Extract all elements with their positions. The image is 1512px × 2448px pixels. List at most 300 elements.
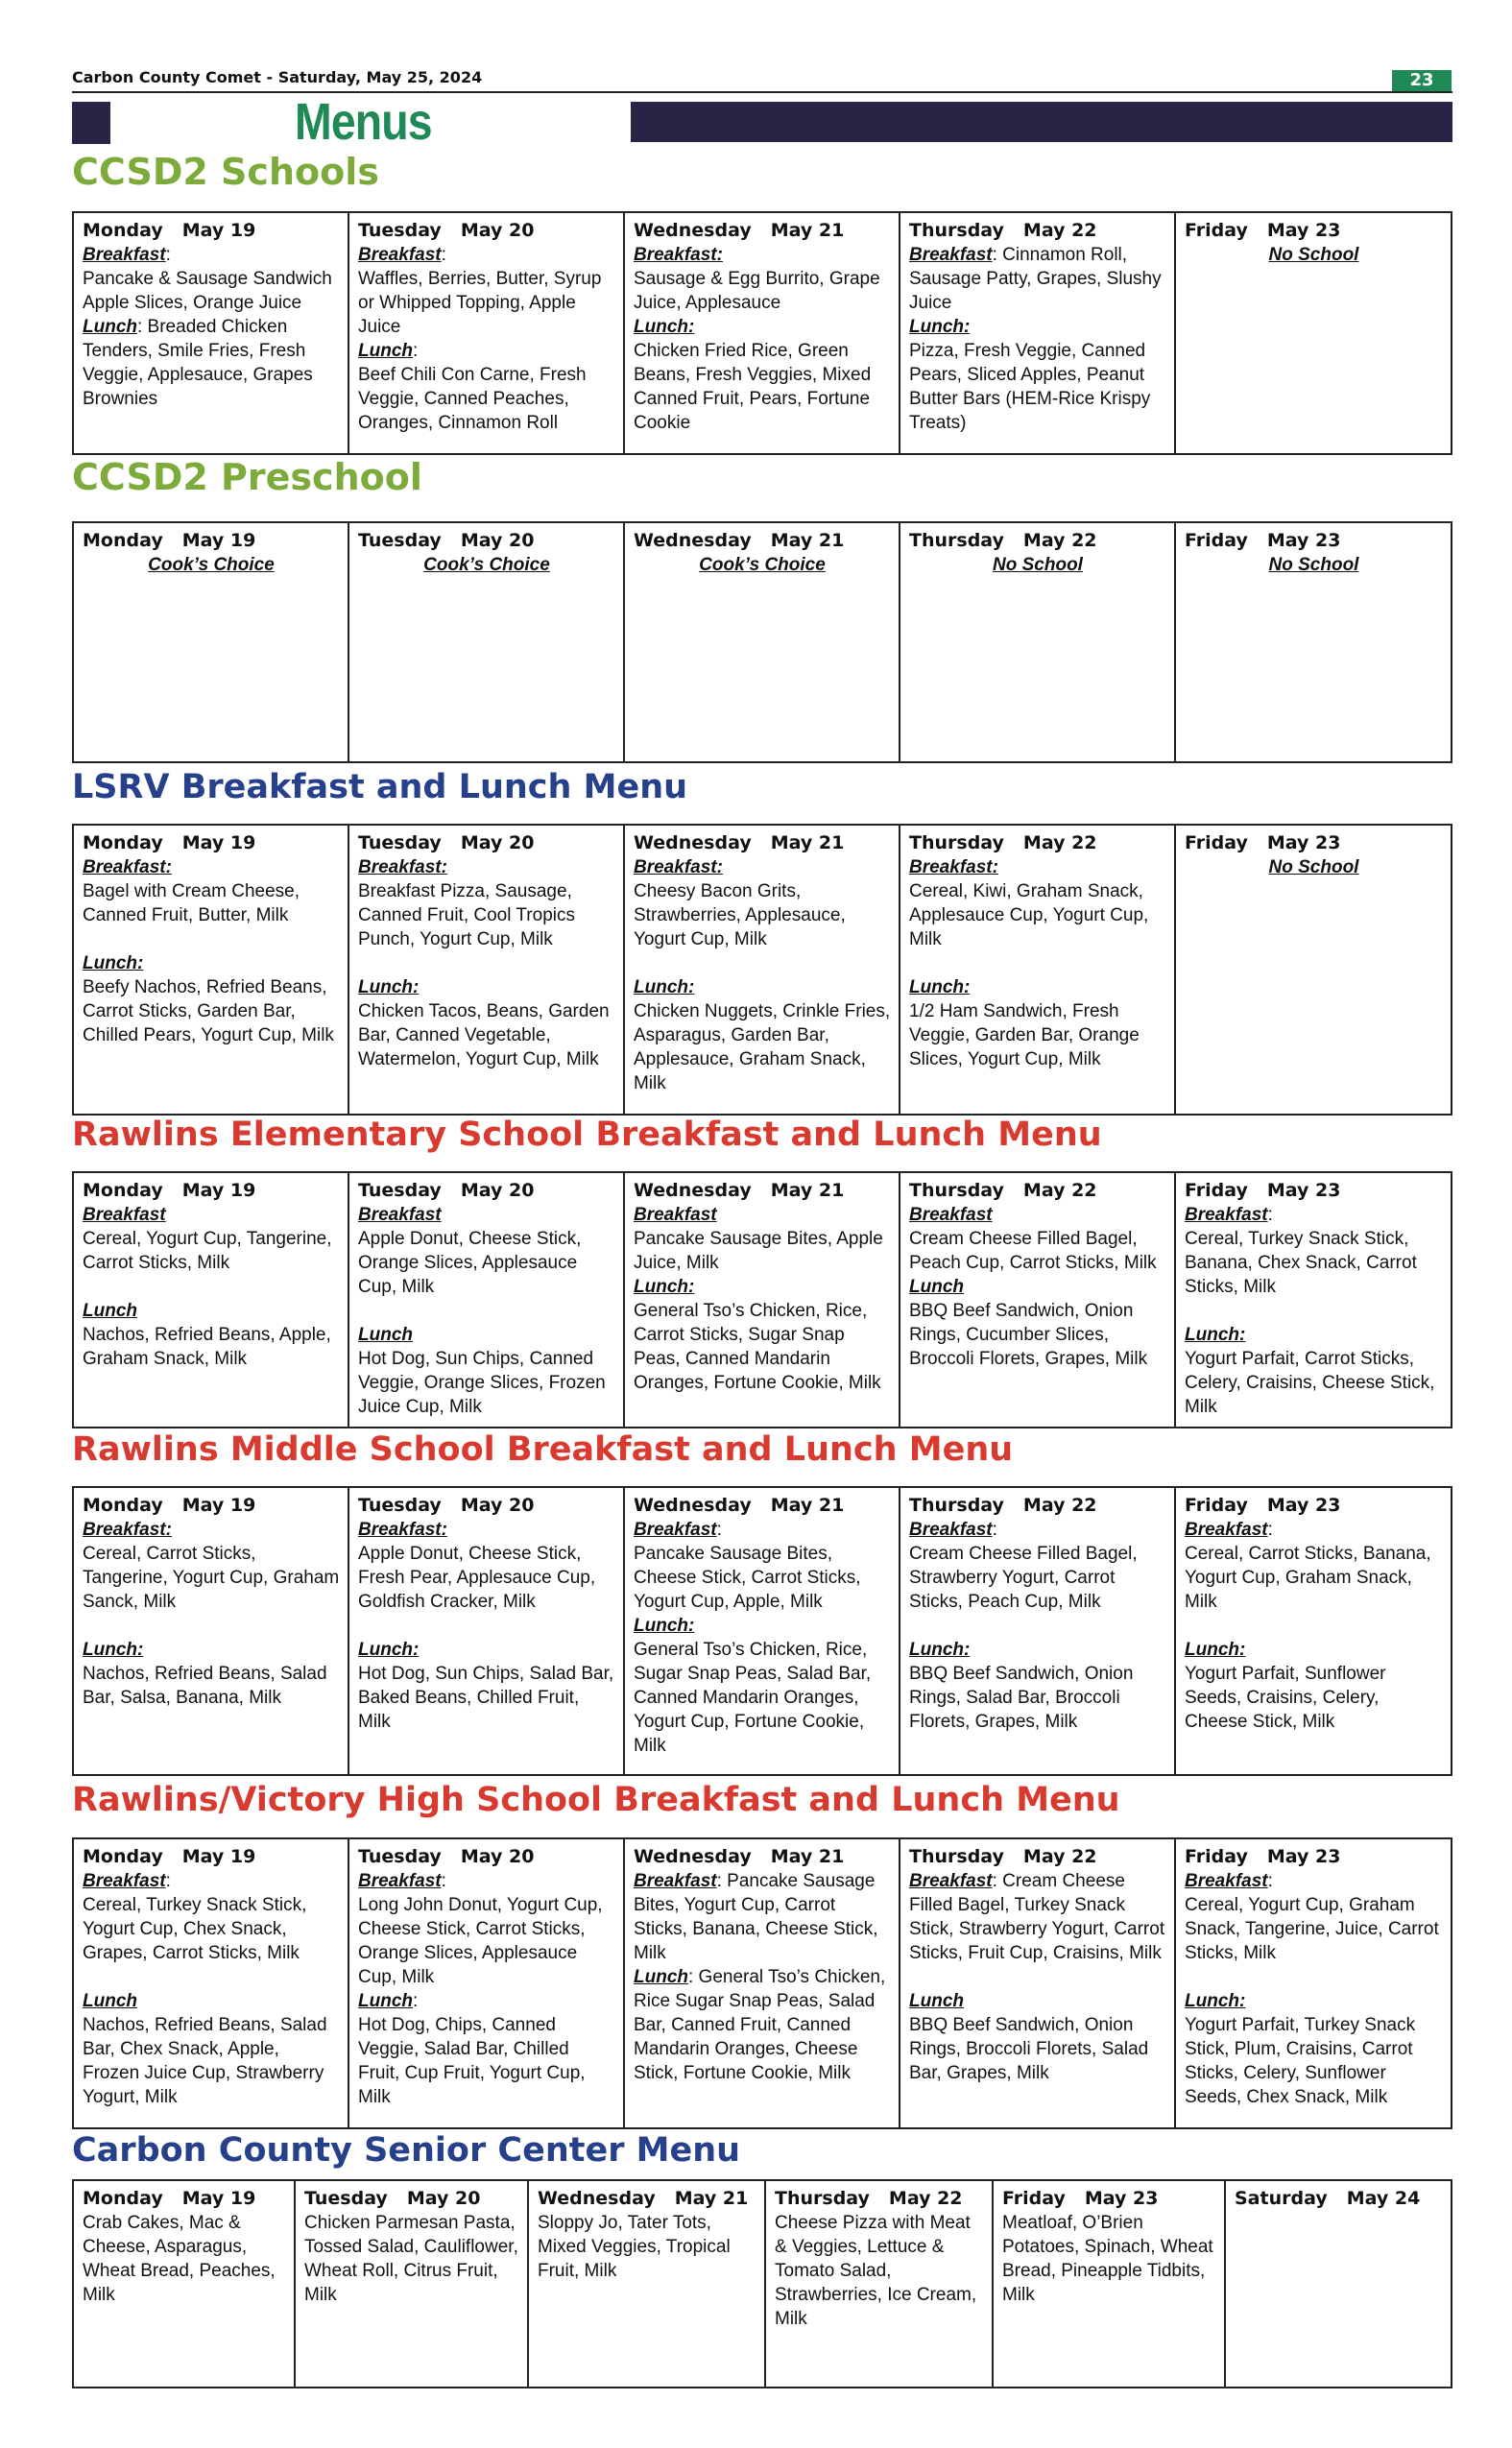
menu-entry xyxy=(909,855,1166,879)
section-title-rawlins-elementary: Rawlins Elementary School Breakfast and Lunch Menu xyxy=(72,1116,1102,1154)
day-date: May 23 xyxy=(1266,1495,1341,1516)
menu-entry xyxy=(909,1638,1166,1662)
menu-entry xyxy=(634,339,891,435)
meal-items: Cinnamon Roll, Sausage Patty, Grapes, Slushy Juice xyxy=(909,245,1162,313)
day-cell xyxy=(348,522,624,762)
day-name: Friday xyxy=(1185,1180,1248,1201)
menu-entry xyxy=(358,1203,615,1227)
menu-entry xyxy=(634,879,891,951)
day-note: No School xyxy=(1268,245,1359,265)
day-cell xyxy=(1175,212,1452,454)
day-header xyxy=(775,2187,984,2211)
day-name: Thursday xyxy=(909,1180,1004,1201)
meal-label: Breakfast xyxy=(83,1205,166,1225)
day-header xyxy=(358,219,615,243)
menu-entry xyxy=(909,1203,1166,1227)
menu-entry xyxy=(1185,1203,1443,1227)
day-cell xyxy=(73,2180,295,2388)
meal-items: Sausage & Egg Burrito, Grape Juice, Applesauce xyxy=(634,269,880,313)
meal-label-sep: : xyxy=(688,1967,694,1987)
day-header xyxy=(634,219,891,243)
day-cell xyxy=(900,1487,1175,1775)
day-name: Friday xyxy=(1185,1846,1248,1867)
menu-entry xyxy=(304,2211,519,2307)
meal-items: Pancake & Sausage Sandwich Apple Slices, Orange Juice xyxy=(83,269,332,313)
menu-entry xyxy=(83,1662,340,1710)
menu-entry xyxy=(83,2013,340,2109)
meal-items: Cereal, Carrot Sticks, Banana, Yogurt Cup, Graham Snack, Milk xyxy=(1185,1544,1431,1612)
day-name: Monday xyxy=(83,1846,163,1867)
day-header xyxy=(1185,1494,1443,1518)
day-name: Wednesday xyxy=(634,1846,752,1867)
meal-items: Pancake Sausage Bites, Apple Juice, Milk xyxy=(634,1229,883,1273)
meal-items: Cream Cheese Filled Bagel, Peach Cup, Carrot Sticks, Milk xyxy=(909,1229,1157,1273)
menu-entry xyxy=(83,879,340,927)
menu-entry xyxy=(358,267,615,339)
meal-items: Nachos, Refried Beans, Salad Bar, Salsa, Banana, Milk xyxy=(83,1664,327,1708)
meal-label: Breakfast: xyxy=(634,245,723,265)
day-cell xyxy=(1225,2180,1452,2388)
day-cell xyxy=(900,825,1175,1115)
meal-label: Lunch: xyxy=(634,977,695,997)
spacer xyxy=(909,951,1166,975)
day-header xyxy=(1235,2187,1443,2211)
section-title-ccsd2-schools: CCSD2 Schools xyxy=(72,151,379,193)
day-date: May 22 xyxy=(1022,530,1097,551)
day-date: May 22 xyxy=(1022,832,1097,853)
menu-entry xyxy=(358,339,615,363)
day-date: May 20 xyxy=(406,2188,481,2209)
meal-label: Breakfast: xyxy=(358,1520,447,1540)
menu-entry xyxy=(358,1518,615,1542)
day-cell xyxy=(765,2180,993,2388)
meal-label: Lunch: xyxy=(634,1616,695,1636)
spacer xyxy=(358,1299,615,1323)
day-cell xyxy=(348,1172,624,1428)
meal-items: Cereal, Yogurt Cup, Tangerine, Carrot Sticks, Milk xyxy=(83,1229,332,1273)
day-header xyxy=(83,1179,340,1203)
meal-label: Breakfast xyxy=(83,245,166,265)
day-date: May 21 xyxy=(770,530,845,551)
meal-items: General Tso’s Chicken, Rice, Sugar Snap Peas, Salad Bar, Canned Mandarin Oranges, Yogurt Cup, Fortune Cookie, Milk xyxy=(634,1640,872,1756)
day-date: May 23 xyxy=(1266,1846,1341,1867)
meal-label: Lunch xyxy=(358,341,413,361)
meal-label: Lunch: xyxy=(83,953,144,973)
meal-label: Lunch xyxy=(909,1277,964,1297)
menu-entry xyxy=(634,1227,891,1275)
menu-entry xyxy=(358,1989,615,2013)
day-header xyxy=(909,1845,1166,1869)
meal-label: Breakfast xyxy=(1185,1205,1268,1225)
day-name: Tuesday xyxy=(358,1180,442,1201)
day-cell xyxy=(1175,1838,1452,2128)
spacer xyxy=(909,1965,1166,1989)
meal-label-sep: : xyxy=(1267,1871,1273,1891)
meal-items: Pizza, Fresh Veggie, Canned Pears, Sliced Apples, Peanut Butter Bars (HEM-Rice Krispy Treats) xyxy=(909,341,1151,433)
meal-label: Breakfast: xyxy=(909,857,998,877)
meal-items: Cereal, Yogurt Cup, Graham Snack, Tangerine, Juice, Carrot Sticks, Milk xyxy=(1185,1895,1439,1963)
day-cell xyxy=(348,1487,624,1775)
menu-entry xyxy=(1185,1347,1443,1419)
day-date: May 21 xyxy=(770,832,845,853)
menu-entry xyxy=(909,1227,1166,1275)
day-date: May 19 xyxy=(181,1846,256,1867)
meal-items: BBQ Beef Sandwich, Onion Rings, Broccoli Florets, Salad Bar, Grapes, Milk xyxy=(909,2015,1149,2083)
menu-entry xyxy=(358,1869,615,1893)
meal-label-sep: : xyxy=(413,1991,419,2011)
meal-label: Breakfast: xyxy=(358,857,447,877)
day-name: Tuesday xyxy=(358,1495,442,1516)
page-number-badge: 23 xyxy=(1392,70,1452,91)
spacer xyxy=(83,1275,340,1299)
menu-entry xyxy=(358,855,615,879)
meal-items: Chicken Fried Rice, Green Beans, Fresh Veggies, Mixed Canned Fruit, Pears, Fortune Cookie xyxy=(634,341,872,433)
day-cell xyxy=(295,2180,528,2388)
day-cell xyxy=(73,212,348,454)
spacer xyxy=(358,1614,615,1638)
menu-entry xyxy=(909,879,1166,951)
meal-items: Cream Cheese Filled Bagel, Strawberry Yogurt, Carrot Sticks, Peach Cup, Milk xyxy=(909,1544,1138,1612)
section-title-senior-center: Carbon County Senior Center Menu xyxy=(72,2131,741,2170)
day-header xyxy=(909,219,1166,243)
meal-label: Breakfast xyxy=(358,1205,442,1225)
menu-entry xyxy=(83,267,340,315)
day-name: Wednesday xyxy=(634,530,752,551)
section-title-rawlins-middle: Rawlins Middle School Breakfast and Lunch Menu xyxy=(72,1430,1014,1469)
menu-entry xyxy=(358,975,615,999)
menu-entry xyxy=(83,2211,286,2307)
day-date: May 21 xyxy=(770,1495,845,1516)
meal-label: Lunch xyxy=(83,317,137,337)
day-header xyxy=(358,1845,615,1869)
day-date: May 23 xyxy=(1084,2188,1159,2209)
meal-label: Lunch xyxy=(634,1967,688,1987)
meal-label: Breakfast xyxy=(909,1520,993,1540)
menu-entry xyxy=(83,1542,340,1614)
day-date: May 19 xyxy=(181,530,256,551)
day-cell xyxy=(73,522,348,762)
meal-label: Breakfast xyxy=(634,1205,717,1225)
day-note: No School xyxy=(1268,555,1359,575)
menu-entry xyxy=(358,1542,615,1614)
meal-items: Bagel with Cream Cheese, Canned Fruit, Butter, Milk xyxy=(83,881,300,925)
day-header xyxy=(1185,1845,1443,1869)
day-date: May 20 xyxy=(460,1846,535,1867)
meal-items: Yogurt Parfait, Turkey Snack Stick, Plum, Craisins, Carrot Sticks, Celery, Sunflower Seeds, Chex Snack, Milk xyxy=(1185,2015,1416,2107)
day-date: May 19 xyxy=(181,220,256,241)
meal-label: Lunch: xyxy=(1185,1991,1246,2011)
menu-entry xyxy=(634,975,891,999)
day-date: May 20 xyxy=(460,530,535,551)
spacer xyxy=(909,1614,1166,1638)
day-name: Monday xyxy=(83,530,163,551)
day-name: Thursday xyxy=(909,530,1004,551)
day-date: May 21 xyxy=(770,1180,845,1201)
day-header xyxy=(634,1845,891,1869)
day-name: Wednesday xyxy=(634,1495,752,1516)
menu-entry xyxy=(358,999,615,1071)
meal-items: Cheesy Bacon Grits, Strawberries, Applesauce, Yogurt Cup, Milk xyxy=(634,881,846,949)
day-name: Thursday xyxy=(775,2188,870,2209)
section-title-ccsd2-preschool: CCSD2 Preschool xyxy=(72,456,422,498)
day-cell xyxy=(348,1838,624,2128)
meal-label: Lunch: xyxy=(358,977,420,997)
meal-items: Nachos, Refried Beans, Apple, Graham Snack, Milk xyxy=(83,1325,331,1369)
spacer xyxy=(1185,1299,1443,1323)
meal-label-sep: : xyxy=(165,245,171,265)
day-cell xyxy=(1175,522,1452,762)
meal-label: Lunch: xyxy=(634,1277,695,1297)
menu-entry xyxy=(1185,1323,1443,1347)
meal-label: Breakfast: xyxy=(83,1520,172,1540)
day-name: Monday xyxy=(83,832,163,853)
meal-label-sep: : xyxy=(441,1871,446,1891)
meal-label: Lunch: xyxy=(909,977,971,997)
header-rule xyxy=(72,91,1452,93)
meal-label-sep: : xyxy=(992,1871,997,1891)
meal-label: Breakfast xyxy=(909,1205,993,1225)
day-header xyxy=(83,1494,340,1518)
meal-label: Lunch xyxy=(358,1325,413,1345)
day-cell xyxy=(73,1838,348,2128)
spacer xyxy=(634,951,891,975)
meal-items: Beefy Nachos, Refried Beans, Carrot Sticks, Garden Bar, Chilled Pears, Yogurt Cup, Milk xyxy=(83,977,334,1045)
day-cell xyxy=(624,1838,900,2128)
day-name: Wednesday xyxy=(634,220,752,241)
meal-label: Breakfast xyxy=(909,1871,993,1891)
menu-entry xyxy=(1185,1989,1443,2013)
day-name: Tuesday xyxy=(358,530,442,551)
menu-entry xyxy=(634,1869,891,1965)
menu-entry xyxy=(83,951,340,975)
menu-entry xyxy=(634,315,891,339)
day-date: May 20 xyxy=(460,832,535,853)
section-title-lsrv: LSRV Breakfast and Lunch Menu xyxy=(72,768,688,806)
section-title-rawlins-victory-high: Rawlins/Victory High School Breakfast and Lunch Menu xyxy=(72,1781,1120,1819)
menu-table-senior-center xyxy=(72,2179,1452,2388)
menu-entry xyxy=(634,1542,891,1614)
meal-label: Breakfast: xyxy=(83,857,172,877)
meal-label: Breakfast xyxy=(358,1871,442,1891)
menu-entry xyxy=(909,1869,1166,1965)
meal-label: Breakfast xyxy=(634,1520,717,1540)
menu-entry xyxy=(1002,2211,1216,2307)
day-date: May 22 xyxy=(888,2188,963,2209)
meal-label: Breakfast xyxy=(1185,1871,1268,1891)
day-date: May 21 xyxy=(770,220,845,241)
day-name: Monday xyxy=(83,1180,163,1201)
spacer xyxy=(1185,1614,1443,1638)
day-note: No School xyxy=(993,555,1083,575)
menu-entry xyxy=(538,2211,756,2283)
day-header xyxy=(358,529,615,553)
day-header xyxy=(634,529,891,553)
menu-entry xyxy=(909,339,1166,435)
meal-items: BBQ Beef Sandwich, Onion Rings, Salad Bar, Broccoli Florets, Grapes, Milk xyxy=(909,1664,1134,1732)
menu-entry xyxy=(634,1638,891,1758)
day-cell xyxy=(624,825,900,1115)
day-cell xyxy=(993,2180,1225,2388)
meal-label-sep: : xyxy=(413,341,419,361)
menu-entry xyxy=(909,1299,1166,1371)
meal-items: Long John Donut, Yogurt Cup, Cheese Stick, Carrot Sticks, Orange Slices, Applesauce Cup, Milk xyxy=(358,1895,603,1987)
day-header xyxy=(358,1179,615,1203)
day-date: May 20 xyxy=(460,1180,535,1201)
menu-entry xyxy=(634,1965,891,2085)
meal-label-sep: : xyxy=(716,1871,722,1891)
meal-items: Breaded Chicken Tenders, Smile Fries, Fresh Veggie, Applesauce, Grapes Brownies xyxy=(83,317,313,409)
day-date: May 23 xyxy=(1266,220,1341,241)
menu-entry xyxy=(358,1638,615,1662)
day-date: May 19 xyxy=(181,832,256,853)
day-date: May 23 xyxy=(1266,832,1341,853)
day-date: May 22 xyxy=(1022,1846,1097,1867)
header-bar-right xyxy=(631,102,1452,142)
meal-label: Lunch xyxy=(83,1301,137,1321)
day-cell xyxy=(900,1172,1175,1428)
meal-items: Cereal, Turkey Snack Stick, Banana, Chex Snack, Carrot Sticks, Milk xyxy=(1185,1229,1417,1297)
day-cell xyxy=(348,212,624,454)
header-block-left xyxy=(72,102,110,144)
day-header xyxy=(634,1179,891,1203)
day-name: Tuesday xyxy=(358,832,442,853)
day-header xyxy=(1185,219,1443,243)
menu-entry xyxy=(909,1989,1166,2013)
menu-entry xyxy=(909,975,1166,999)
menu-table-ccsd2-preschool xyxy=(72,521,1452,763)
day-name: Thursday xyxy=(909,832,1004,853)
day-header xyxy=(83,219,340,243)
meal-items: Breakfast Pizza, Sausage, Canned Fruit, Cool Tropics Punch, Yogurt Cup, Milk xyxy=(358,881,575,949)
day-name: Friday xyxy=(1185,530,1248,551)
menu-entry xyxy=(358,1227,615,1299)
meal-items: Nachos, Refried Beans, Salad Bar, Chex Snack, Apple, Frozen Juice Cup, Strawberry Yogurt, Milk xyxy=(83,2015,327,2107)
day-name: Monday xyxy=(83,1495,163,1516)
menu-entry xyxy=(358,1323,615,1347)
day-name: Monday xyxy=(83,220,163,241)
day-header xyxy=(909,1494,1166,1518)
day-header xyxy=(1185,529,1443,553)
menu-entry xyxy=(909,243,1166,315)
day-cell xyxy=(348,825,624,1115)
day-note: No School xyxy=(1268,857,1359,877)
meal-items: Cream Cheese Filled Bagel, Turkey Snack Stick, Strawberry Yogurt, Carrot Sticks, Fruit Cup, Craisins, Milk xyxy=(909,1871,1165,1963)
menu-entry xyxy=(634,999,891,1095)
meal-items: Hot Dog, Sun Chips, Canned Veggie, Orange Slices, Frozen Juice Cup, Milk xyxy=(358,1349,606,1417)
day-cell xyxy=(1175,1172,1452,1428)
meal-items: Cheese Pizza with Meat & Veggies, Lettuce & Tomato Salad, Strawberries, Ice Cream, Milk xyxy=(775,2213,977,2329)
menu-entry xyxy=(909,1518,1166,1542)
day-date: May 21 xyxy=(674,2188,749,2209)
menu-entry xyxy=(634,1203,891,1227)
menu-entry xyxy=(358,1893,615,1989)
meal-items: Meatloaf, O’Brien Potatoes, Spinach, Wheat Bread, Pineapple Tidbits, Milk xyxy=(1002,2213,1213,2305)
meal-items: Cereal, Kiwi, Graham Snack, Applesauce Cup, Yogurt Cup, Milk xyxy=(909,881,1149,949)
day-date: May 22 xyxy=(1022,220,1097,241)
menu-entry xyxy=(634,1614,891,1638)
meal-items: Yogurt Parfait, Sunflower Seeds, Craisins, Celery, Cheese Stick, Milk xyxy=(1185,1664,1386,1732)
meal-label: Lunch: xyxy=(909,317,971,337)
menu-entry xyxy=(358,2013,615,2109)
day-name: Tuesday xyxy=(358,1846,442,1867)
meal-label: Lunch: xyxy=(358,1640,420,1660)
day-header xyxy=(358,831,615,855)
day-header xyxy=(909,1179,1166,1203)
day-cell xyxy=(900,212,1175,454)
day-header xyxy=(83,1845,340,1869)
day-header xyxy=(1185,1179,1443,1203)
spacer xyxy=(1185,1965,1443,1989)
day-header xyxy=(83,2187,286,2211)
day-header xyxy=(909,529,1166,553)
page-title: Menus xyxy=(295,93,432,151)
menu-entry xyxy=(83,1869,340,1893)
day-cell xyxy=(624,522,900,762)
meal-label-sep: : xyxy=(992,1520,997,1540)
day-header xyxy=(538,2187,756,2211)
day-name: Tuesday xyxy=(358,220,442,241)
meal-label: Lunch: xyxy=(83,1640,144,1660)
meal-items: Beef Chili Con Carne, Fresh Veggie, Canned Peaches, Oranges, Cinnamon Roll xyxy=(358,365,587,433)
menu-entry xyxy=(83,1989,340,2013)
meal-items: General Tso’s Chicken, Rice, Carrot Sticks, Sugar Snap Peas, Canned Mandarin Oranges, Fortune Cookie, Milk xyxy=(634,1301,881,1393)
meal-label: Breakfast xyxy=(83,1871,166,1891)
day-date: May 20 xyxy=(460,1495,535,1516)
meal-items: Crab Cakes, Mac & Cheese, Asparagus, Wheat Bread, Peaches, Milk xyxy=(83,2213,276,2305)
day-date: May 24 xyxy=(1346,2188,1421,2209)
menu-entry xyxy=(83,1203,340,1227)
meal-label: Lunch: xyxy=(909,1640,971,1660)
day-note: Cook’s Choice xyxy=(423,555,550,575)
day-name: Thursday xyxy=(909,1495,1004,1516)
day-cell xyxy=(624,212,900,454)
menu-entry xyxy=(358,1347,615,1419)
day-name: Friday xyxy=(1185,1495,1248,1516)
menu-entry xyxy=(83,1893,340,1965)
day-cell xyxy=(624,1172,900,1428)
menu-entry xyxy=(634,1299,891,1395)
day-cell xyxy=(1175,1487,1452,1775)
menu-entry xyxy=(1185,1518,1443,1542)
menu-entry xyxy=(358,879,615,951)
menu-table-rawlins-victory-high xyxy=(72,1837,1452,2129)
meal-label-sep: : xyxy=(1267,1205,1273,1225)
spacer xyxy=(83,1614,340,1638)
meal-label: Lunch: xyxy=(1185,1640,1246,1660)
meal-items: Waffles, Berries, Butter, Syrup or Whipped Topping, Apple Juice xyxy=(358,269,602,337)
meal-items: Sloppy Jo, Tater Tots, Mixed Veggies, Tropical Fruit, Milk xyxy=(538,2213,731,2281)
meal-label-sep: : xyxy=(1267,1520,1273,1540)
day-header xyxy=(634,831,891,855)
day-date: May 19 xyxy=(181,2188,256,2209)
day-header xyxy=(358,1494,615,1518)
menu-entry xyxy=(1185,2013,1443,2109)
menu-entry xyxy=(1185,1662,1443,1734)
day-header xyxy=(909,831,1166,855)
menu-entry xyxy=(83,1227,340,1275)
meal-items: Hot Dog, Sun Chips, Salad Bar, Baked Beans, Chilled Fruit, Milk xyxy=(358,1664,614,1732)
menu-entry xyxy=(1185,1893,1443,1965)
menu-entry xyxy=(83,1518,340,1542)
day-name: Saturday xyxy=(1235,2188,1328,2209)
meal-items: Pancake Sausage Bites, Yogurt Cup, Carrot Sticks, Banana, Cheese Stick, Milk xyxy=(634,1871,878,1963)
menu-entry xyxy=(83,1299,340,1323)
day-cell xyxy=(73,1172,348,1428)
day-name: Monday xyxy=(83,2188,163,2209)
day-cell xyxy=(73,825,348,1115)
day-name: Friday xyxy=(1185,832,1248,853)
day-date: May 20 xyxy=(460,220,535,241)
